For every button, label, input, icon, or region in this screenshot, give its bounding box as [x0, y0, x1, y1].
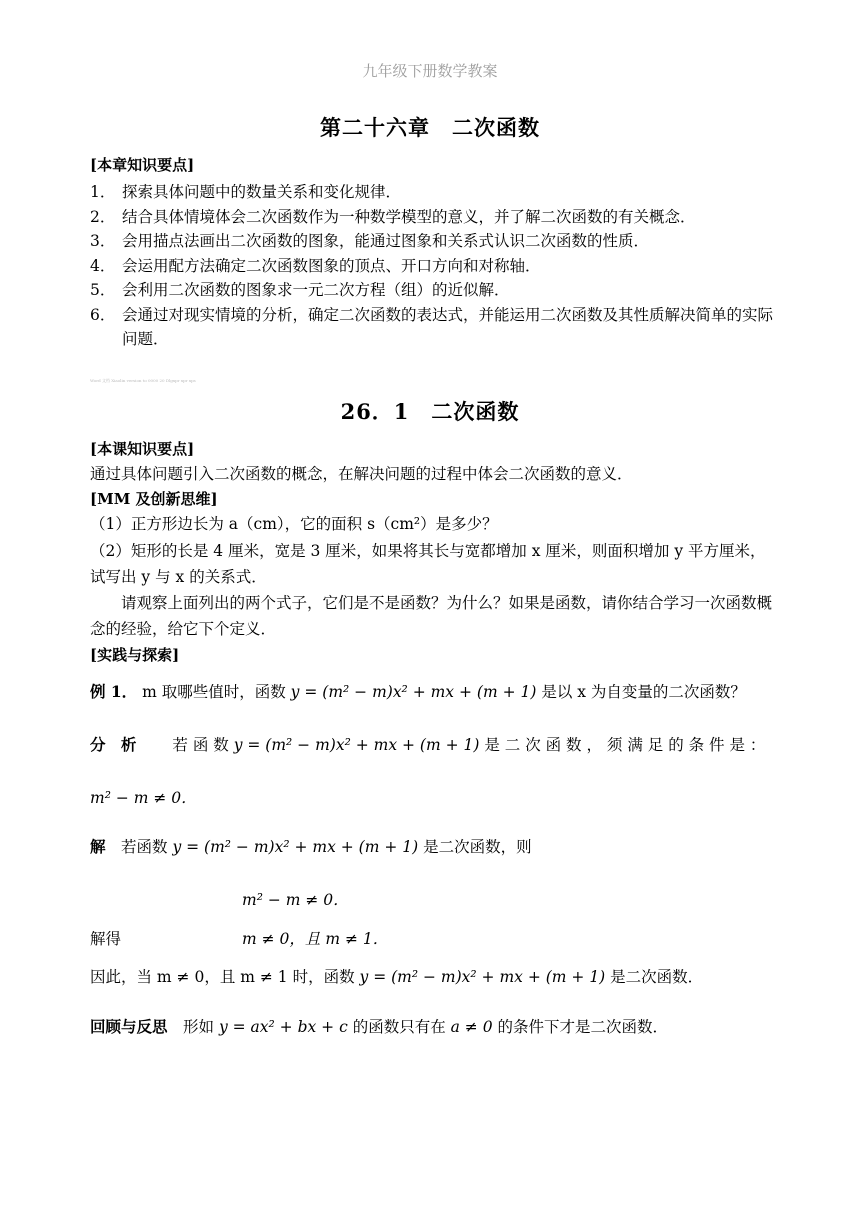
practice-label: [实践与探索]: [90, 646, 180, 664]
solution: 解 若函数 y = (m² − m)x² + mx + (m + 1) 是二次函数，则: [90, 837, 532, 856]
solution-condition: m² − m ≠ 0．: [242, 891, 349, 909]
list-item: 1． 探索具体问题中的数量关系和变化规律．: [90, 183, 402, 201]
list-item: 5． 会利用二次函数的图象求一元二次方程（组）的近似解．: [90, 281, 510, 299]
lesson-points-label: [本课知识要点]: [90, 440, 195, 458]
page-header: 九年级下册数学教案: [362, 62, 498, 80]
list-item: 4． 会运用配方法确定二次函数图象的顶点、开口方向和对称轴．: [90, 256, 541, 275]
review: 回顾与反思 形如 y = ax² + bx + c 的函数只有在 a ≠ 0 的条件下才是二次函数．: [90, 1017, 669, 1036]
solve-label: 解得: [90, 930, 122, 948]
formula: y = (m² − m)x² + mx + (m + 1): [172, 838, 419, 856]
conclusion: 因此，当 m ≠ 0，且 m ≠ 1 时，函数 y = (m² − m)x² + mx + (m + 1) 是二次函数．: [90, 968, 704, 986]
list-item: 2． 结合具体情境体会二次函数作为一种数学模型的意义，并了解二次函数的有关概念．: [90, 207, 696, 226]
mm-question-2: （2）矩形的长是 4 厘米，宽是 3 厘米，如果将其长与宽都增加 x 厘米，则面积增加 y 平方厘米，试写出 y 与 x 的关系式．: [90, 542, 766, 586]
chapter-points-list: [90, 180, 780, 352]
solve-result: m ≠ 0，且 m ≠ 1．: [242, 930, 389, 948]
formula: y = (m² − m)x² + mx + (m + 1): [290, 683, 537, 701]
mm-prompt: 请观察上面列出的两个式子，它们是不是函数？为什么？如果是函数，请你结合学习一次函数概念的经验，给它下个定义．: [90, 594, 773, 638]
analysis: 分 析 若 函 数 y = (m² − m)x² + mx + (m + 1) 是 二 次 函 数 ， 须 满 足 的 条 件 是 ：: [90, 735, 766, 754]
analysis-condition: m² − m ≠ 0．: [90, 789, 197, 807]
formula: y = (m² − m)x² + mx + (m + 1): [359, 968, 606, 986]
example-1: 例 1． m 取哪些值时，函数 y = (m² − m)x² + mx + (m + 1) 是以 x 为自变量的二次函数？: [90, 682, 746, 701]
lesson-points-text: 通过具体问题引入二次函数的概念，在解决问题的过程中体会二次函数的意义．: [90, 465, 633, 483]
list-item: 3． 会用描点法画出二次函数的图象，能通过图象和关系式认识二次函数的性质．: [90, 232, 650, 250]
formula: y = (m² − m)x² + mx + (m + 1): [233, 736, 480, 754]
list-item: 6． 会通过对现实情境的分析，确定二次函数的表达式，并能运用二次函数及其性质解决简单的实际问题．: [90, 305, 774, 348]
mm-question-1: （1）正方形边长为 a（cm），它的面积 s（cm²）是多少？: [90, 515, 498, 533]
chapter-title: 第二十六章 二次函数: [320, 115, 540, 140]
tiny-note: Word 文档 Xiaolin version to 0000 20 Dlgxpr xpr xps: [90, 378, 196, 383]
section-title: 26．1 二次函数: [340, 399, 520, 424]
mm-label: [MM 及创新思维]: [90, 490, 218, 508]
chapter-points-label: [本章知识要点]: [90, 156, 195, 174]
